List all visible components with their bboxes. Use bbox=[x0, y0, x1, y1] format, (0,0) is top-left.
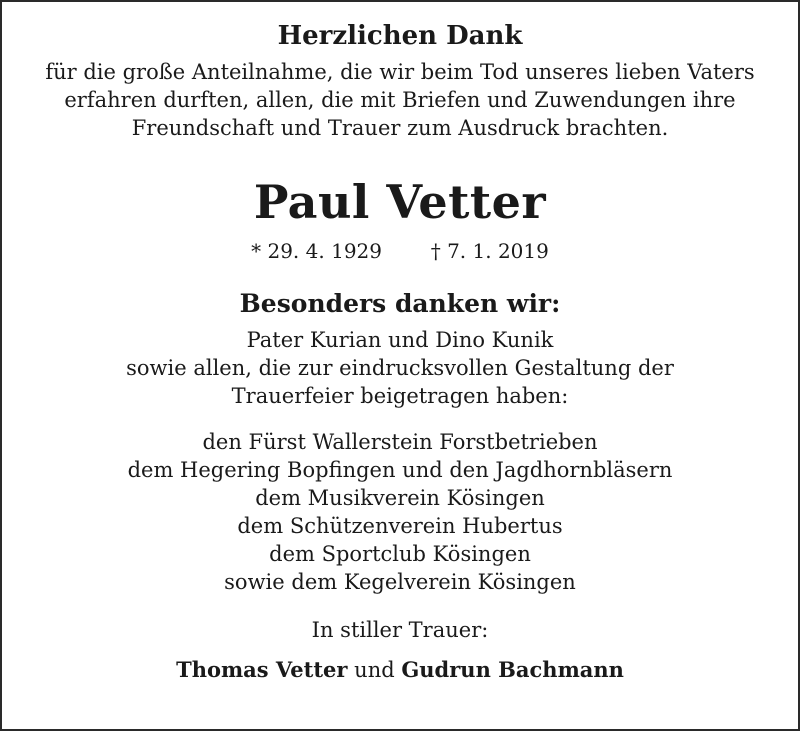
signer-connector: und bbox=[354, 658, 395, 682]
thanks-line: sowie allen, die zur eindrucksvollen Gestaltung der bbox=[126, 356, 674, 380]
organization-item: dem Musikverein Kösingen bbox=[255, 486, 545, 510]
signers bbox=[0, 656, 800, 684]
death-symbol: † bbox=[430, 239, 441, 263]
birth-date: 29. 4. 1929 bbox=[267, 239, 382, 263]
organization-item: dem Hegering Bopfingen und den Jagdhornbläsern bbox=[127, 458, 673, 482]
deceased-name: Paul Vetter bbox=[253, 175, 547, 229]
signer-name: Thomas Vetter bbox=[176, 657, 348, 682]
intro-line: für die große Anteilnahme, die wir beim Tod unseres lieben Vaters bbox=[45, 60, 755, 84]
intro-text bbox=[0, 58, 800, 142]
special-thanks-text bbox=[0, 326, 800, 410]
notice-heading: Herzlichen Dank bbox=[277, 21, 523, 51]
intro-line: Freundschaft und Trauer zum Ausdruck brachten. bbox=[131, 116, 669, 140]
organization-item: sowie dem Kegelverein Kösingen bbox=[224, 570, 576, 594]
thanks-line: Pater Kurian und Dino Kunik bbox=[246, 328, 554, 352]
life-dates bbox=[0, 238, 800, 264]
signer-name: Gudrun Bachmann bbox=[401, 657, 624, 682]
special-thanks-heading: Besonders danken wir: bbox=[239, 289, 561, 318]
organization-item: den Fürst Wallerstein Forstbetrieben bbox=[202, 430, 598, 454]
obituary-notice bbox=[0, 20, 800, 684]
birth-symbol: * bbox=[251, 239, 262, 263]
organization-list bbox=[0, 428, 800, 596]
mourning-label: In stiller Trauer: bbox=[311, 618, 489, 642]
organization-item: dem Sportclub Kösingen bbox=[269, 542, 531, 566]
thanks-line: Trauerfeier beigetragen haben: bbox=[231, 384, 569, 408]
intro-line: erfahren durften, allen, die mit Briefen und Zuwendungen ihre bbox=[64, 88, 736, 112]
death-date: 7. 1. 2019 bbox=[447, 239, 549, 263]
organization-item: dem Schützenverein Hubertus bbox=[237, 514, 563, 538]
